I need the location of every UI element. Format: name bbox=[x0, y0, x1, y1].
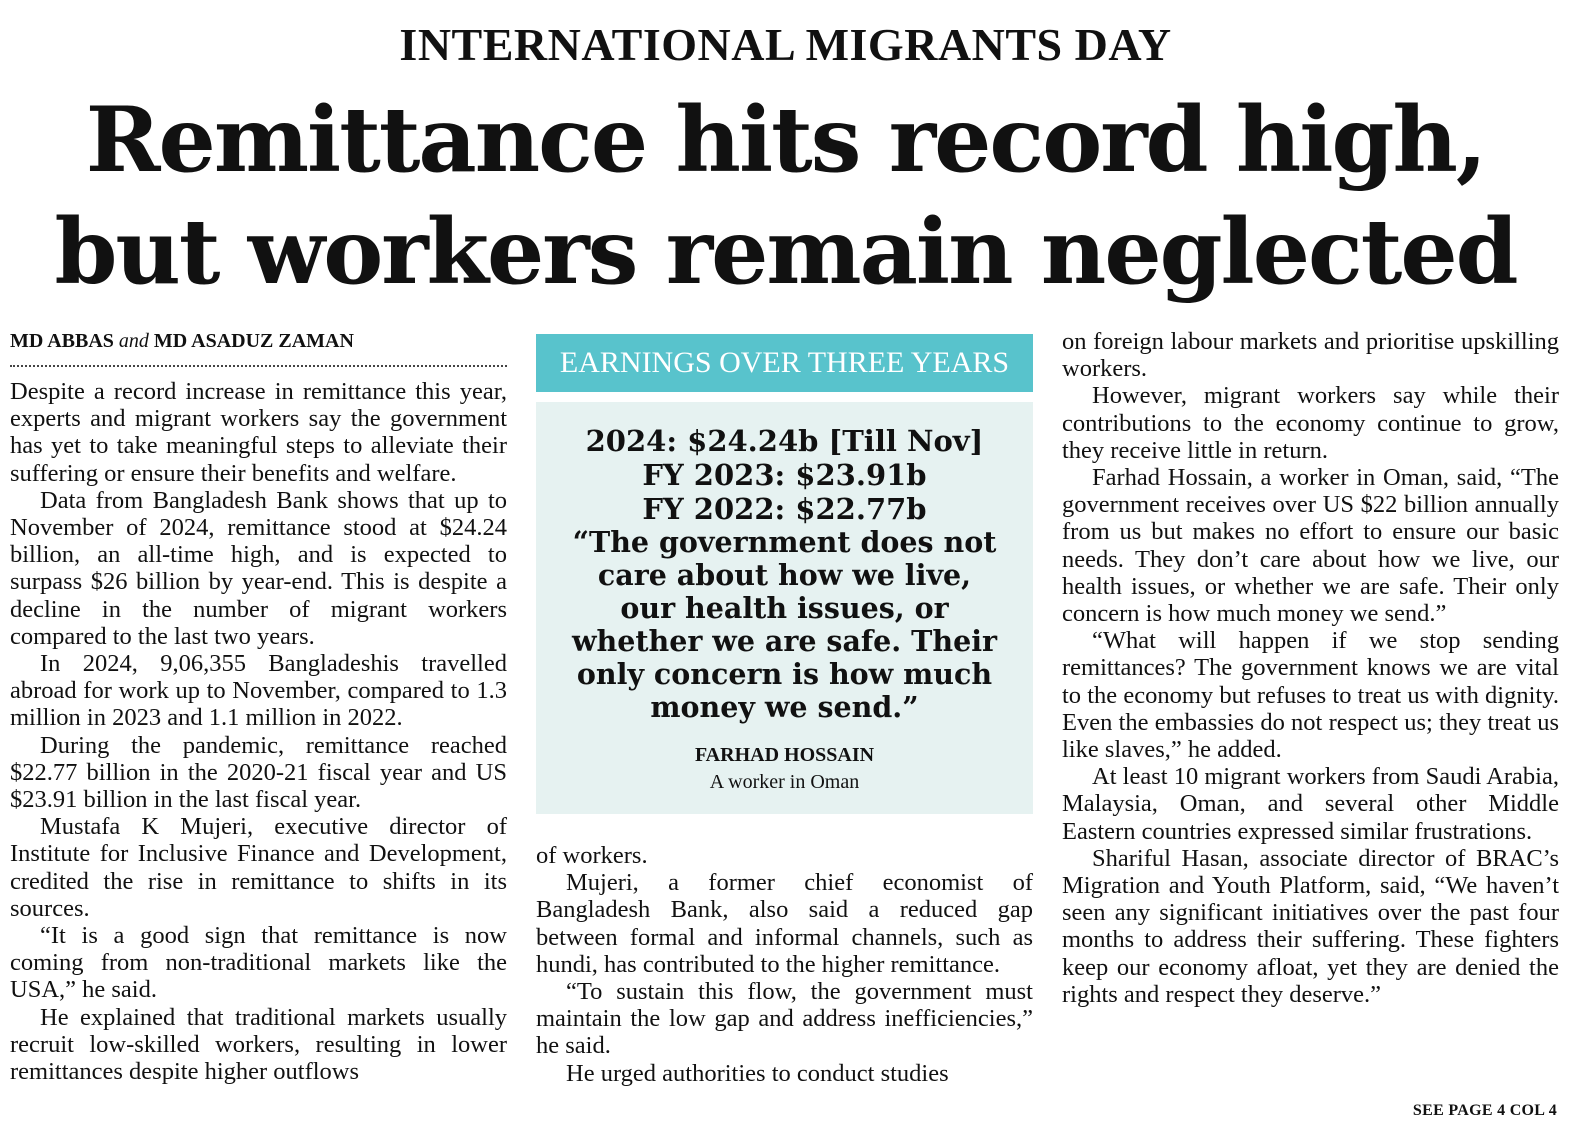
paragraph: of workers. bbox=[536, 842, 648, 869]
byline-author-1: MD ABBAS bbox=[10, 330, 114, 352]
section-kicker: INTERNATIONAL MIGRANTS DAY bbox=[399, 19, 1172, 70]
paragraph: “What will happen if we stop sending remittances? The government knows we are vital to the economy but refuses to treat us with dignity. Even the embassies do not respect us; they treat us like slaves,” he added. bbox=[1062, 627, 1559, 764]
paragraph: Shariful Hasan, associate director of BRAC’s Migration and Youth Platform, said, “We haven’t seen any significant initiatives over the past four months to address their suffering. These fighters keep our economy afloat, yet they are denied the rights and respect they deserve.” bbox=[1062, 844, 1559, 1008]
paragraph: “It is a good sign that remittance is now coming from non-traditional markets like the USA,” he said. bbox=[10, 922, 507, 1004]
paragraph: Mujeri, a former chief economist of Bangladesh Bank, also said a reduced gap between formal and informal channels, such as hundi, has contributed to the higher remittance. bbox=[536, 869, 1033, 978]
stat-fy2022: FY 2022: $22.77b bbox=[642, 492, 927, 526]
headline bbox=[20, 84, 1551, 308]
byline-conjunction: and bbox=[118, 330, 149, 352]
paragraph: “To sustain this flow, the government must maintain the low gap and address inefficiencies,” he said. bbox=[536, 978, 1033, 1060]
continuation-jump-line: SEE PAGE 4 COL 4 bbox=[1412, 1102, 1557, 1119]
headline-line-1: Remittance hits record high, bbox=[85, 87, 1486, 193]
infobox bbox=[536, 402, 1033, 814]
quote-attribution-role: A worker in Oman bbox=[709, 771, 860, 793]
paragraph: Farhad Hossain, a worker in Oman, said, “The government receives over US $22 billion annually from us but makes no effort to ensure our basic needs. They don’t care about how we live, our health issues, or whether we are safe. Their only concern is how much money we send.” bbox=[1062, 464, 1559, 628]
pull-quote: “The government does not care about how we live, our health issues, or whether we are safe. Their only concern is how much money we send.” bbox=[571, 525, 998, 724]
article-column-1 bbox=[10, 378, 507, 1085]
paragraph: Data from Bangladesh Bank shows that up to November of 2024, remittance stood at $24.24 billion, an all-time high, and is expected to surpass $26 billion by year-end. This is despite a decline in the number of migrant workers compared to the last two years. bbox=[10, 486, 507, 650]
byline-divider bbox=[10, 365, 507, 367]
headline-line-2: but workers remain neglected bbox=[54, 199, 1517, 305]
paragraph: In 2024, 9,06,355 Bangladeshis travelled abroad for work up to November, compared to 1.3 million in 2023 and 1.1 million in 2022. bbox=[10, 650, 507, 732]
article-column-3 bbox=[1062, 328, 1559, 1008]
byline-author-2: MD ASADUZ ZAMAN bbox=[153, 330, 354, 352]
paragraph: During the pandemic, remittance reached $22.77 billion in the 2020-21 fiscal year and US $23.91 billion in the last fiscal year. bbox=[10, 731, 507, 814]
stat-2024: 2024: $24.24b [Till Nov] bbox=[585, 424, 984, 458]
article-column-2 bbox=[536, 842, 1033, 1087]
paragraph: Despite a record increase in remittance this year, experts and migrant workers say the government has yet to take meaningful steps to alleviate their suffering or ensure their benefits and welfare. bbox=[10, 378, 507, 487]
paragraph: However, migrant workers say while their contributions to the economy continue to grow, they receive little in return. bbox=[1062, 382, 1559, 464]
paragraph: He explained that traditional markets usually recruit low-skilled workers, resulting in lower remittances despite higher outflows bbox=[10, 1003, 507, 1086]
infobox-stats bbox=[536, 424, 1033, 526]
paragraph: Mustafa K Mujeri, executive director of Institute for Inclusive Finance and Development, credited the rise in remittance to shifts in its sources. bbox=[10, 813, 507, 922]
paragraph: He urged authorities to conduct studies bbox=[566, 1059, 949, 1087]
stat-fy2023: FY 2023: $23.91b bbox=[642, 458, 927, 492]
quote-attribution-name: FARHAD HOSSAIN bbox=[694, 744, 875, 766]
paragraph: At least 10 migrant workers from Saudi Arabia, Malaysia, Oman, and several other Middle Eastern countries expressed similar frustrations. bbox=[1062, 763, 1559, 845]
infobox-header: EARNINGS OVER THREE YEARS bbox=[536, 334, 1033, 392]
paragraph: on foreign labour markets and prioritise upskilling workers. bbox=[1062, 328, 1559, 383]
byline bbox=[10, 330, 507, 353]
